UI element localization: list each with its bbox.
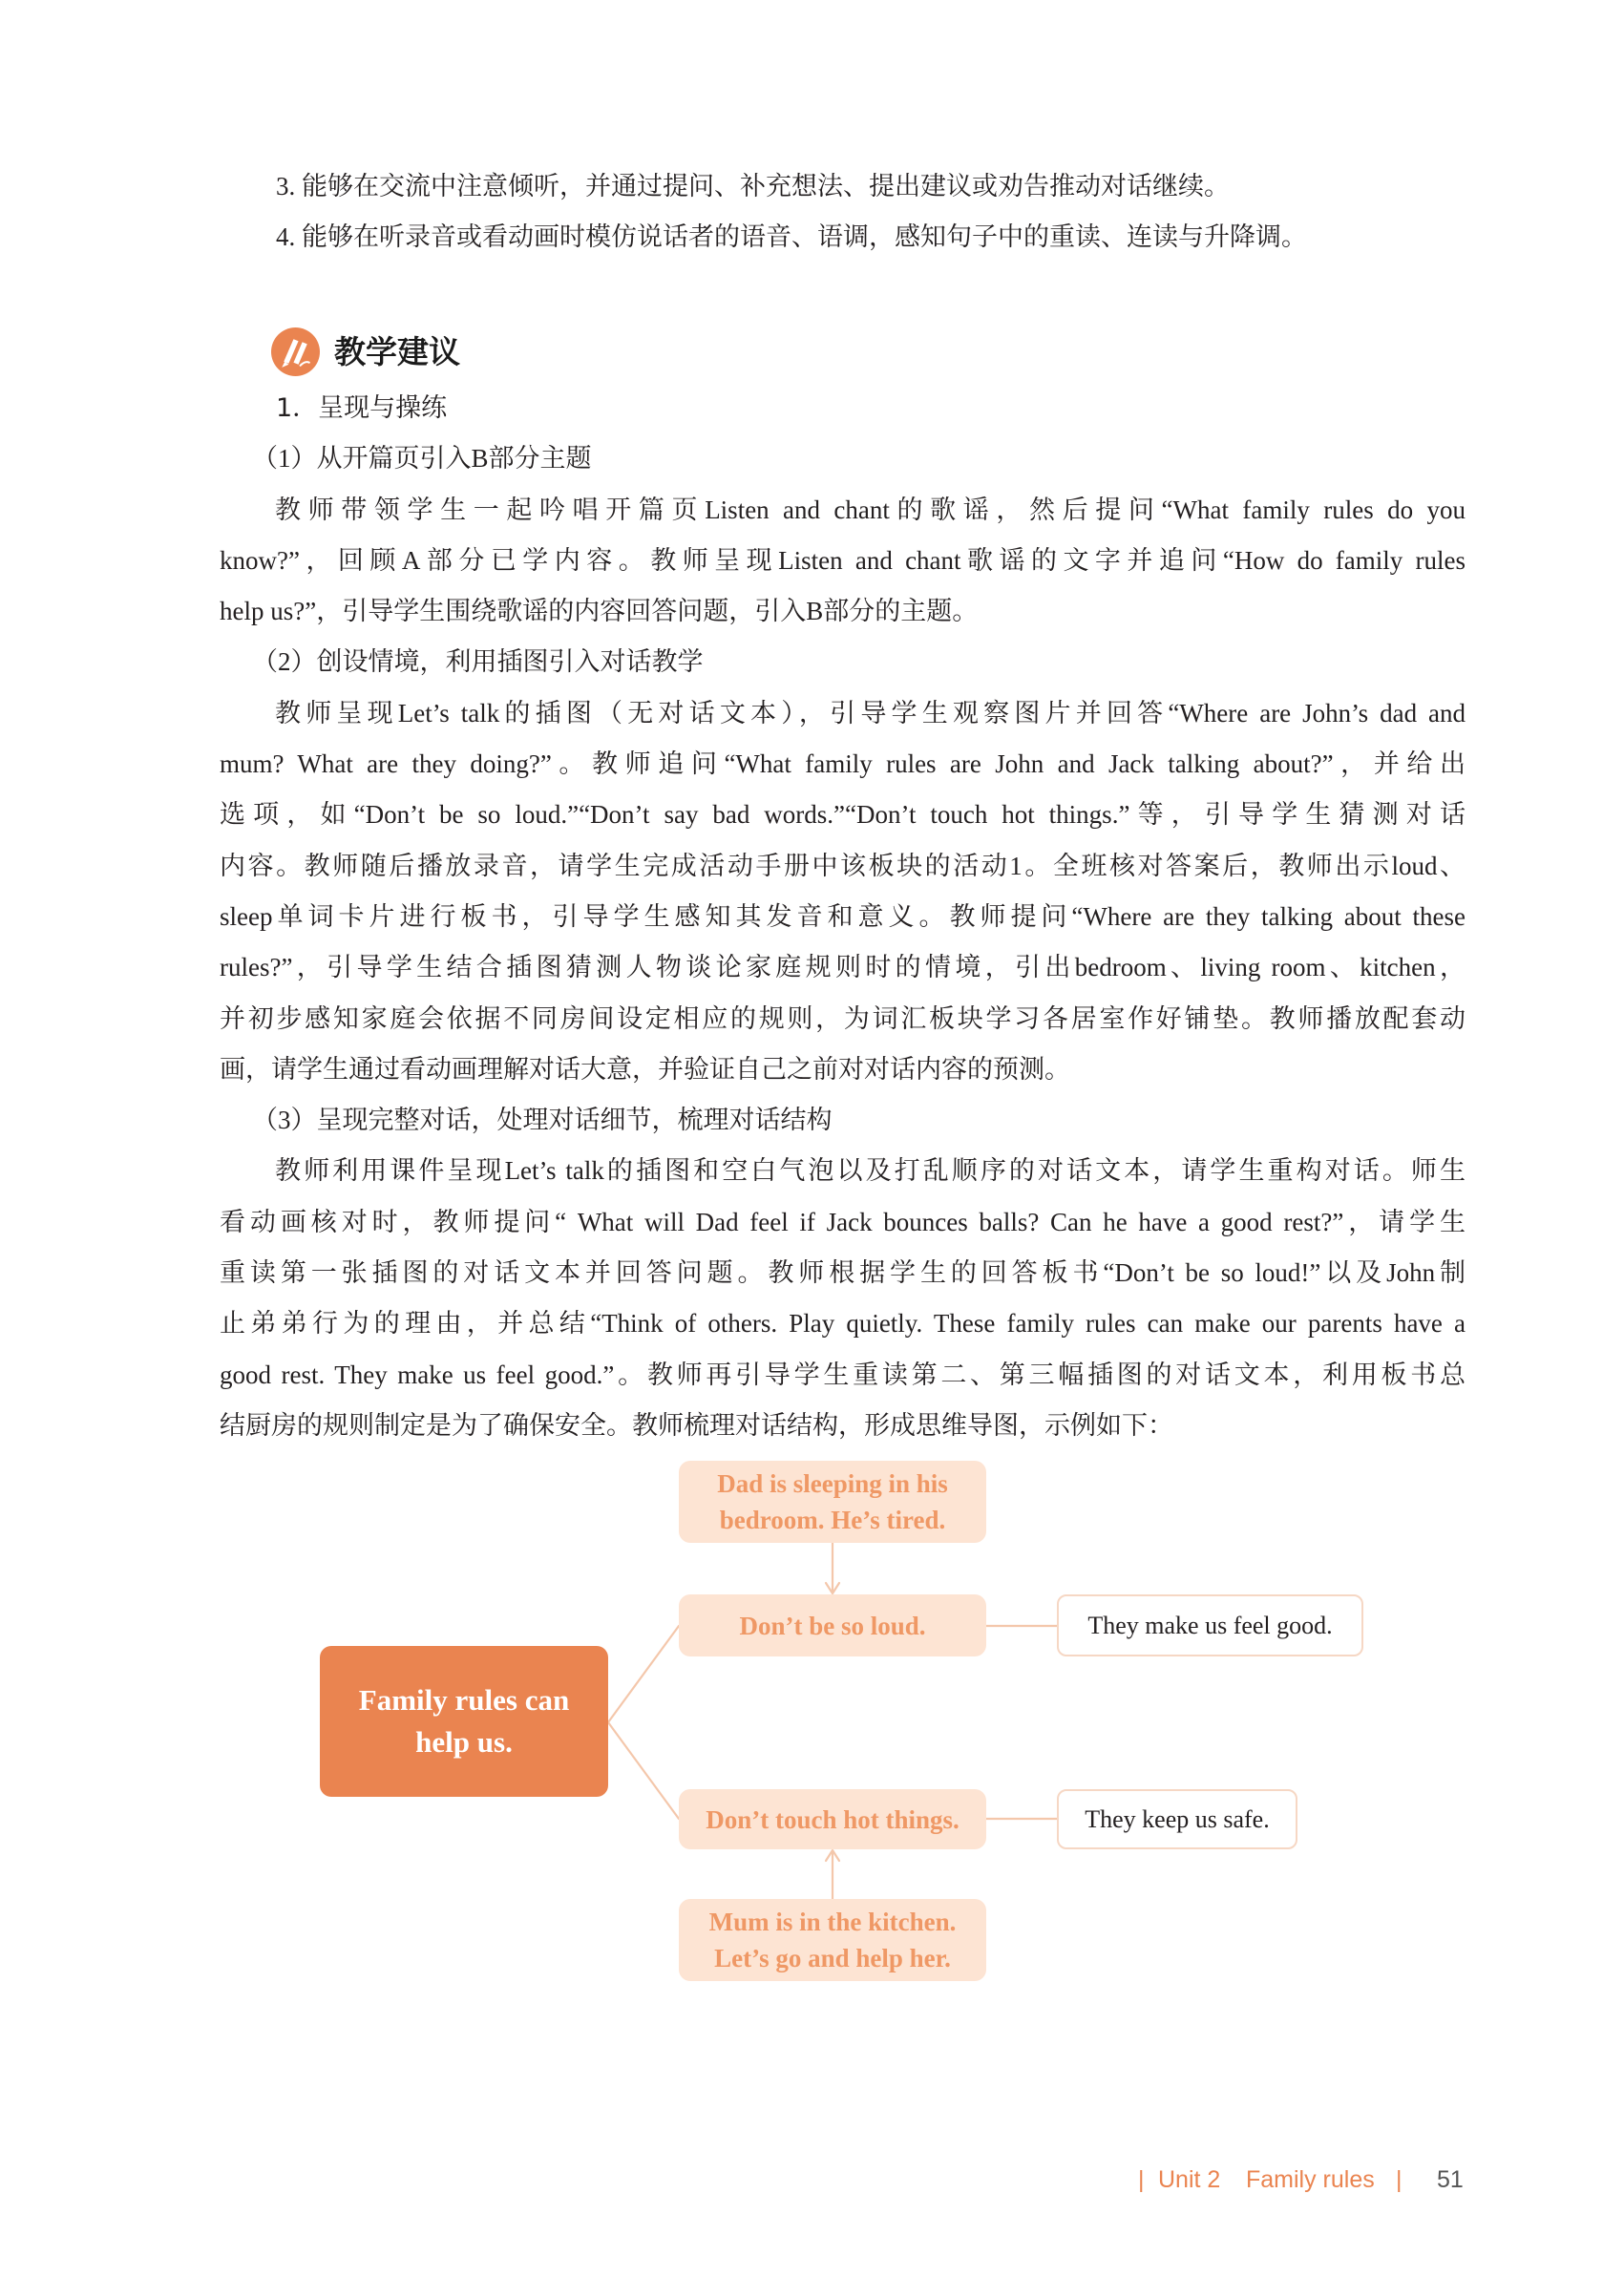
part-heading: （3）呈现完整对话，处理对话细节，梳理对话结构 (252, 1106, 833, 1135)
context-line: Dad is sleeping in his (717, 1469, 948, 1498)
paragraph-line: 画，请学生通过看动画理解对话大意，并验证自己之前对对话内容的预测。 (220, 1054, 1070, 1084)
objectives-list (276, 161, 1466, 264)
paragraph-line: 教师带领学生一起吟唱开篇页Listen and chant的歌谣，然后提问“What family rules do you (275, 495, 1466, 524)
paragraph-line: 止弟弟行为的理由，并总结“Think of others. Play quietly. These family rules can make our parents have a (220, 1309, 1466, 1339)
paragraph-line: 并初步感知家庭会依据不同房间设定相应的规则，为词汇板块学习各居室作好铺垫。教师播放配套动 (220, 1003, 1466, 1033)
paragraph-line: good rest. They make us feel good.”。教师再引导学生重读第二、第三幅插图的对话文本，利用板书总 (220, 1360, 1466, 1389)
rule-text: Don’t touch hot things. (706, 1804, 960, 1834)
paragraph-line: mum? What are they doing?”。教师追问“What family rules are John and Jack talking about?”，并给出 (220, 749, 1466, 779)
reason-box (1057, 1789, 1297, 1849)
paragraph-line: 重读第一张插图的对话文本并回答问题。教师根据学生的回答板书“Don’t be so loud!”以及John制 (220, 1258, 1466, 1288)
context-line: Let’s go and help her. (714, 1944, 951, 1972)
paragraph-line: help us?”，引导学生围绕歌谣的内容回答问题，引入B部分的主题。 (220, 597, 979, 626)
context-line: Mum is in the kitchen. (708, 1908, 957, 1936)
objective-item: 3. 能够在交流中注意倾听，并通过提问、补充想法、提出建议或劝告推动对话继续。 (276, 172, 1230, 200)
context-box-bottom (679, 1899, 986, 1981)
part-heading: （1）从开篇页引入B部分主题 (252, 444, 592, 474)
rule-box (679, 1789, 986, 1849)
pen-icon (271, 327, 320, 376)
footer-unit: Unit 2 (1158, 2166, 1221, 2193)
footer-separator: | (1138, 2166, 1145, 2193)
context-box-top (679, 1461, 986, 1543)
section-title: 教学建议 (334, 333, 460, 370)
mind-map-center (320, 1646, 608, 1797)
paragraph-line: 内容。教师随后播放录音，请学生完成活动手册中该板块的活动1。全班核对答案后，教师出示loud、 (220, 851, 1466, 880)
part-heading: （2）创设情境，利用插图引入对话教学 (252, 647, 704, 677)
paragraph-line: 选项，如“Don’t be so loud.”“Don’t say bad words.”“Don’t touch hot things.”等，引导学生猜测对话 (220, 800, 1466, 830)
paragraph-line: 结厨房的规则制定是为了确保安全。教师梳理对话结构，形成思维导图，示例如下： (220, 1410, 1173, 1440)
footer-separator: | (1396, 2166, 1403, 2193)
footer-title: Family rules (1246, 2166, 1375, 2193)
paragraph-line: rules?”，引导学生结合插图猜测人物谈论家庭规则时的情境，引出bedroom、living room、kitchen， (220, 953, 1466, 982)
center-line: Family rules can (358, 1683, 570, 1717)
center-line: help us. (415, 1725, 513, 1759)
paragraph-line: know?”，回顾A部分已学内容。教师呈现Listen and chant歌谣的文字并追问“How do family rules (220, 545, 1466, 575)
reason-box (1057, 1594, 1363, 1656)
reason-text: They make us feel good. (1087, 1611, 1333, 1639)
paragraph-line: 教师利用课件呈现Let’s talk的插图和空白气泡以及打乱顺序的对话文本，请学生重构对话。师生 (275, 1156, 1466, 1186)
body-text (220, 383, 1466, 1451)
paragraph-line: sleep单词卡片进行板书，引导学生感知其发音和意义。教师提问“Where are they talking about these (220, 901, 1466, 931)
connector-line (608, 1626, 679, 1722)
objective-item: 4. 能够在听录音或看动画时模仿说话者的语音、语调，感知句子中的重读、连读与升降调。 (276, 222, 1307, 252)
connector-line (608, 1722, 679, 1819)
rule-box (679, 1594, 986, 1656)
rule-text: Don’t be so loud. (739, 1611, 926, 1640)
context-line: bedroom. He’s tired. (719, 1506, 946, 1534)
paragraph-line: 教师呈现Let’s talk的插图（无对话文本），引导学生观察图片并回答“Where are John’s dad and (275, 698, 1466, 728)
paragraph-line: 看动画核对时，教师提问“ What will Dad feel if Jack bounces balls? Can he have a good rest?”，请学生 (220, 1207, 1466, 1236)
page-number: 51 (1437, 2166, 1464, 2193)
reason-text: They keep us safe. (1085, 1804, 1270, 1833)
section-heading (271, 327, 460, 376)
subsection-heading: 1．呈现与操练 (276, 393, 448, 423)
